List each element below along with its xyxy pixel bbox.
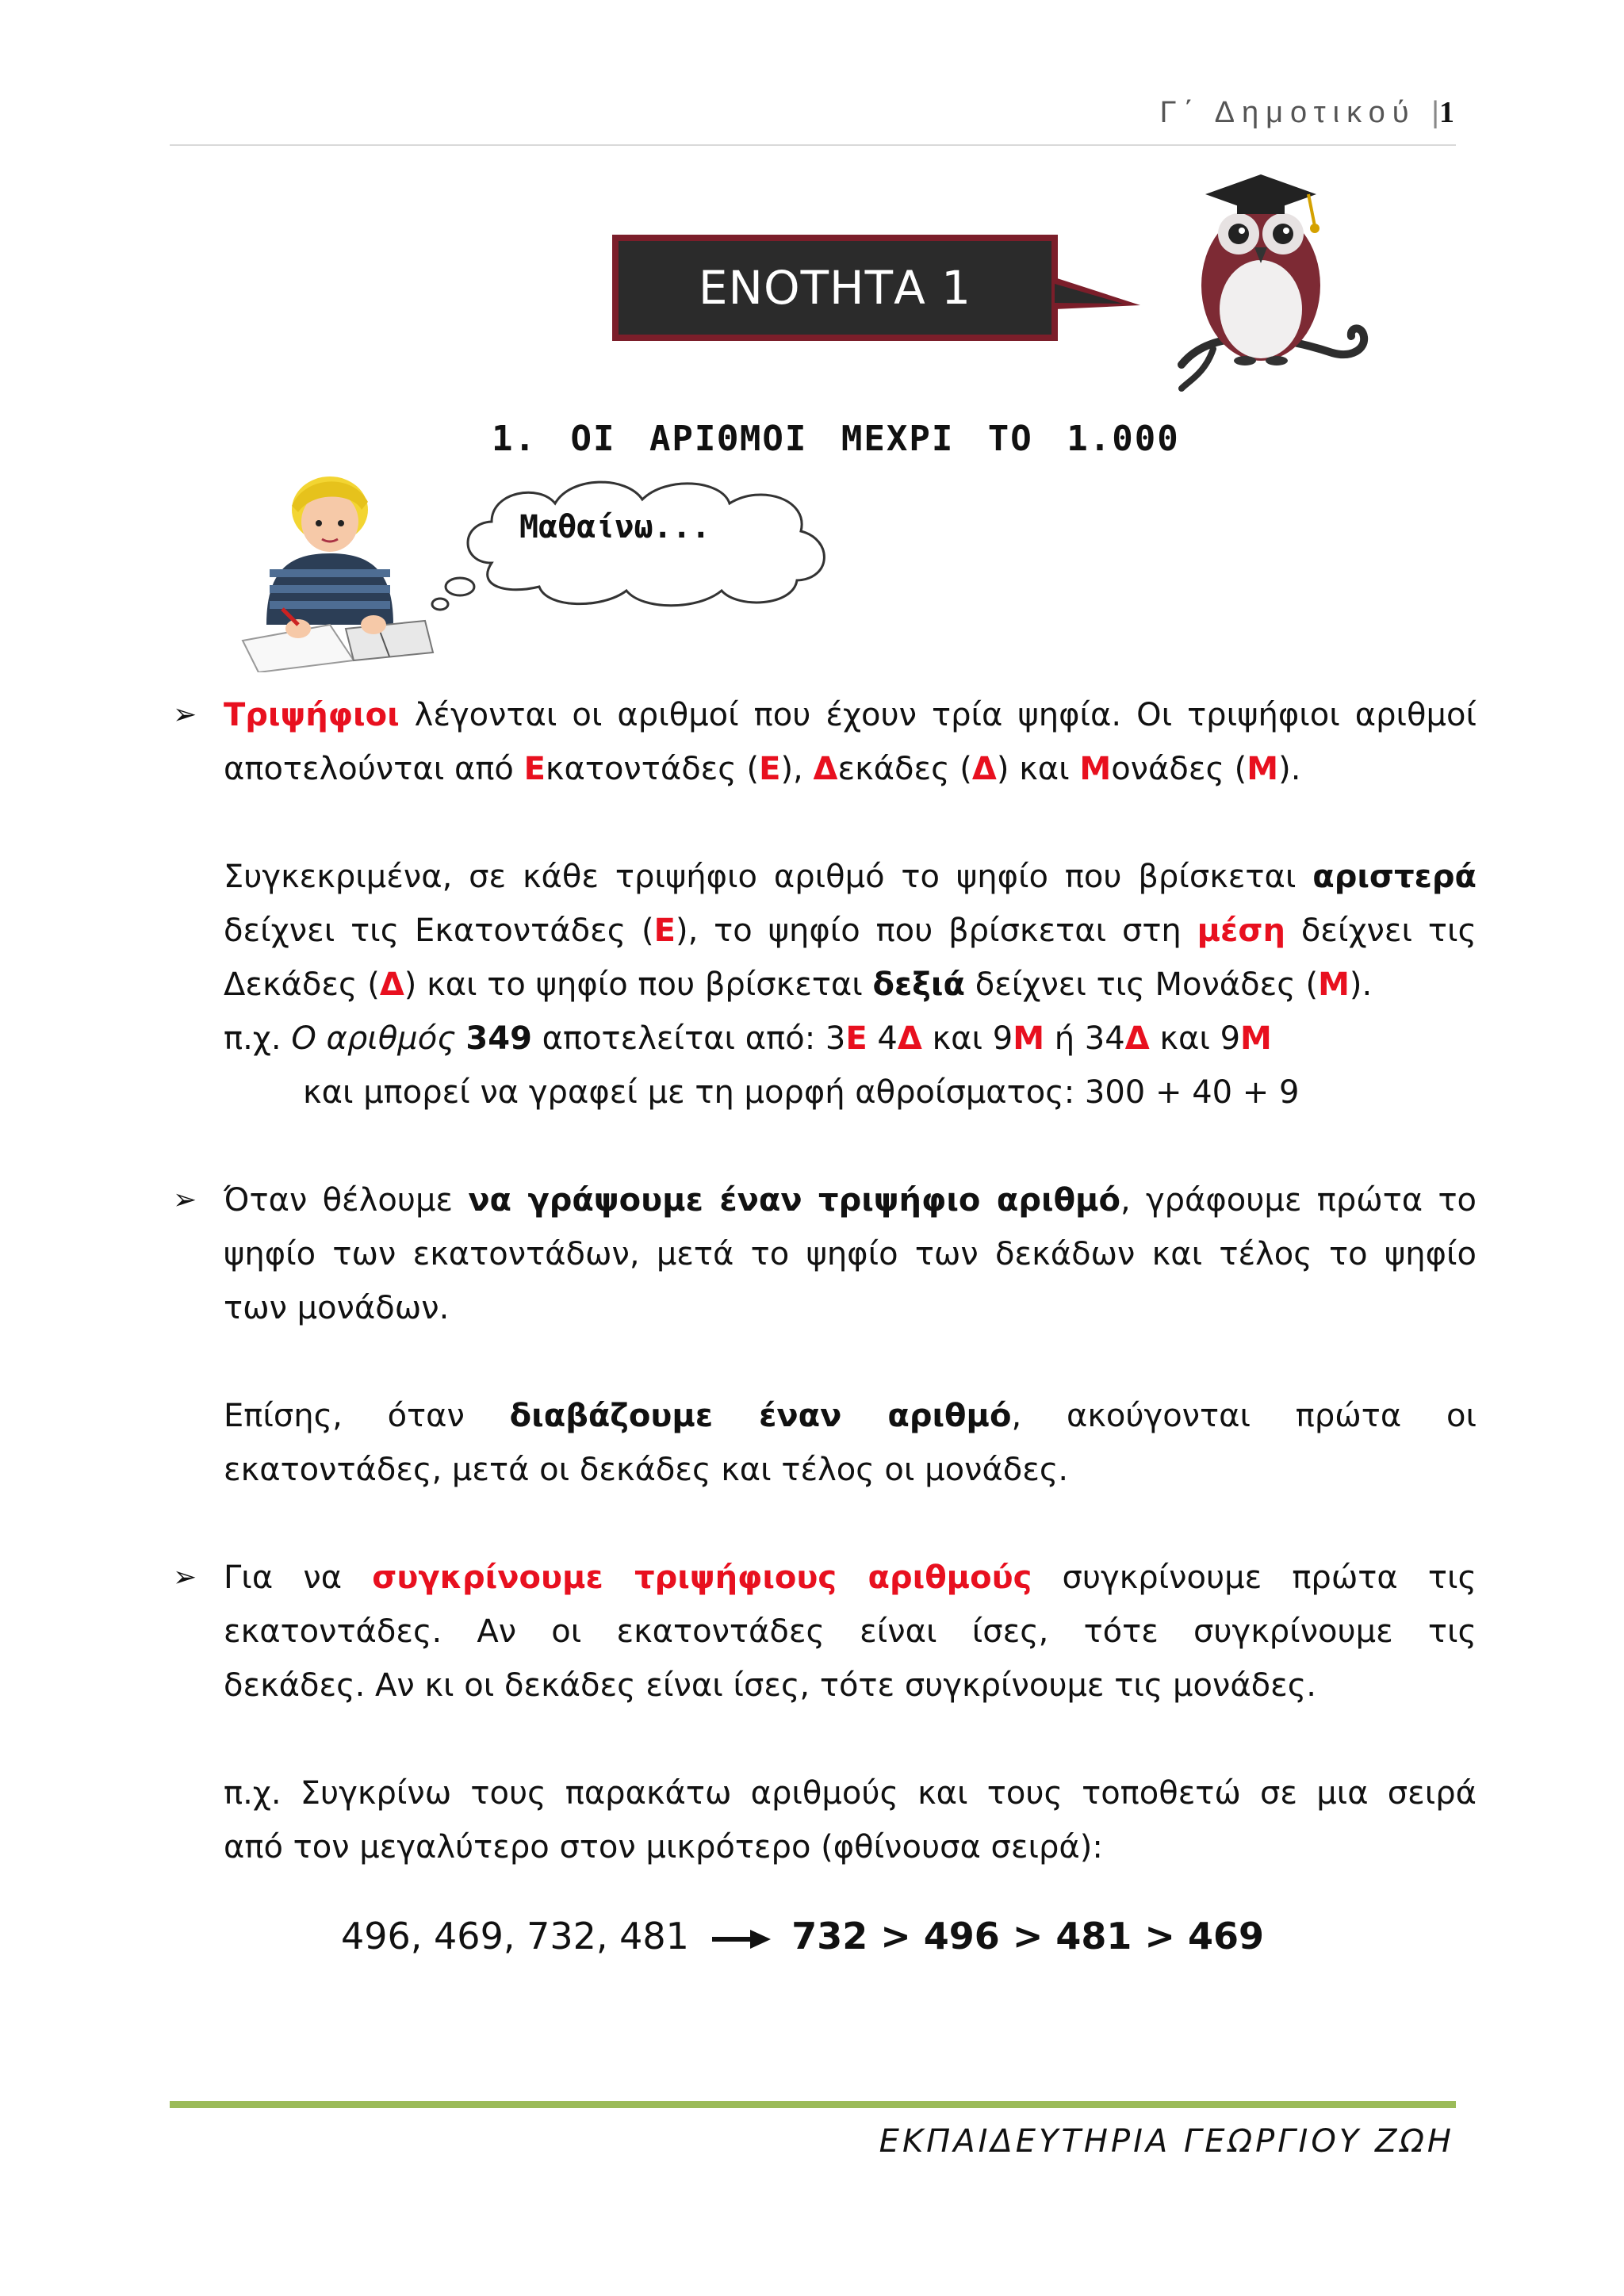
text: δείχνει τις Μονάδες ( [965,966,1319,1003]
text: ), [780,751,814,787]
letter-d: Δ [813,751,838,787]
text: ) και [996,751,1080,787]
paragraph-write-number [173,1173,1477,1227]
symbol-m: Μ [1318,966,1350,1003]
student-writing-icon [235,466,441,672]
text: αποτελείται από: 3 [531,1020,846,1057]
text: ). [1278,751,1301,787]
text: κατοντάδες ( [545,751,760,787]
speech-pointer-icon [1055,277,1142,317]
text: Ο αριθμός [291,1020,466,1057]
bullet-arrow-icon: ➢ [173,1184,197,1216]
bullet-arrow-icon: ➢ [173,1561,197,1594]
header-title: Γ΄ Δημοτικού [1159,96,1416,129]
bullet-arrow-icon: ➢ [173,698,197,731]
example-label: π.χ. [224,1020,292,1057]
example-number: 349 [465,1020,532,1057]
letter-e: Ε [523,751,546,787]
paragraph-three-digit [173,688,1477,742]
text: Δεκάδες ( [224,966,380,1003]
paragraph-line [224,742,1477,796]
symbol-e: Ε [845,1020,868,1057]
text: και 9 [921,1020,1013,1057]
chapter-label: ΕΝΟΤΗΤΑ 1 [619,241,1051,335]
page-number: 1 [1439,96,1454,129]
cloud-text: Μαθαίνω... [519,509,710,545]
paragraph-line: εκατοντάδες, μετά οι δεκάδες και τέλος οι μονάδες. [224,1452,1069,1488]
paragraph-line: εκατοντάδες. Αν οι εκατοντάδες είναι ίσες, τότε συγκρίνουμε τις [224,1613,1477,1650]
keyword-read: διαβάζουμε έναν αριθμό [509,1398,1012,1434]
symbol-m: Μ [1247,751,1279,787]
text: δείχνει τις [1285,913,1477,949]
keyword-middle: μέση [1197,913,1285,949]
text: Επίσης, όταν [224,1398,510,1434]
paragraph-line: των μονάδων. [224,1290,450,1326]
paragraph-line: από τον μεγαλύτερο στον μικρότερο (φθίνουσα σειρά): [224,1829,1103,1866]
text: λέγονται οι αριθμοί που έχουν τρία ψηφία. Οι τριψήφιοι αριθμοί [399,697,1477,733]
symbol-e: Ε [759,751,781,787]
page-header [1160,95,1454,130]
paragraph-line: π.χ. Συγκρίνω τους παρακάτω αριθμούς και τους τοποθετώ σε μια σειρά [224,1775,1477,1812]
text: συγκρίνουμε πρώτα τις [1032,1559,1477,1596]
paragraph-line [224,904,1477,958]
symbol-m: Μ [1013,1020,1044,1057]
footer-author: ΕΚΠΑΙΔΕΥΤΗΡΙΑ ΓΕΩΡΓΙΟΥ ΖΩΗ [879,2123,1454,2160]
example-line [224,1012,1477,1066]
keyword-left: αριστερά [1312,859,1477,895]
lesson-content [173,688,1477,1963]
paragraph-line [224,850,1477,904]
symbol-d: Δ [971,751,997,787]
comparison-result: 732 > 496 > 481 > 469 [791,1915,1264,1957]
symbol-d: Δ [379,966,404,1003]
symbol-d: Δ [1124,1020,1150,1057]
owl-graduate-icon [1166,159,1380,396]
symbol-e: Ε [653,913,676,949]
keyword-compare: συγκρίνουμε τριψήφιους αριθμούς [372,1559,1032,1596]
paragraph-read-number [224,1389,1477,1443]
keyword-right: δεξιά [872,966,965,1003]
right-arrow-icon [709,1927,772,1951]
lesson-title: 1. ΟΙ ΑΡΙΘΜΟΙ ΜΕΧΡΙ ΤΟ 1.000 [492,419,1180,459]
paragraph-line [224,958,1477,1012]
text: , ακούγονται πρώτα οι [1011,1398,1477,1434]
comparison-input: 496, 469, 732, 481 [341,1915,689,1957]
header-rule [170,144,1456,146]
symbol-m: Μ [1240,1020,1272,1057]
paragraph-line: δεκάδες. Αν κι οι δεκάδες είναι ίσες, τότε συγκρίνουμε τις μονάδες. [224,1667,1316,1704]
term-three-digit: Τριψήφιοι [224,697,400,733]
text: ) και το ψηφίο που βρίσκεται [404,966,873,1003]
text: , γράφουμε πρώτα το [1120,1182,1477,1219]
text: Για να [224,1559,373,1596]
text: δείχνει τις Εκατοντάδες ( [224,913,654,949]
text: Όταν θέλουμε [224,1182,469,1219]
letter-m: Μ [1079,751,1112,787]
text: αποτελούνται από [224,751,524,787]
keyword-write: να γράψουμε έναν τριψήφιο αριθμό [468,1182,1120,1219]
text: ). [1349,966,1373,1003]
chapter-box [612,235,1058,341]
paragraph-line: ψηφίο των εκατοντάδων, μετά το ψηφίο των δεκάδων και τέλος το ψηφίο [224,1236,1477,1272]
paragraph-compare [173,1551,1477,1605]
text: εκάδες ( [837,751,972,787]
text: ονάδες ( [1111,751,1247,787]
comparison-example [224,1909,1477,1963]
text: ), το ψηφίο που βρίσκεται στη [675,913,1197,949]
symbol-d: Δ [897,1020,922,1057]
header-separator: | [1431,96,1439,129]
text: και 9 [1149,1020,1241,1057]
text: ή 34 [1044,1020,1125,1057]
footer-rule [170,2101,1456,2108]
sum-line: και μπορεί να γραφεί με τη μορφή αθροίσματος: 300 + 40 + 9 [303,1074,1300,1111]
text: Συγκεκριμένα, σε κάθε τριψήφιο αριθμό το ψηφίο που βρίσκεται [224,859,1313,895]
text: 4 [867,1020,898,1057]
